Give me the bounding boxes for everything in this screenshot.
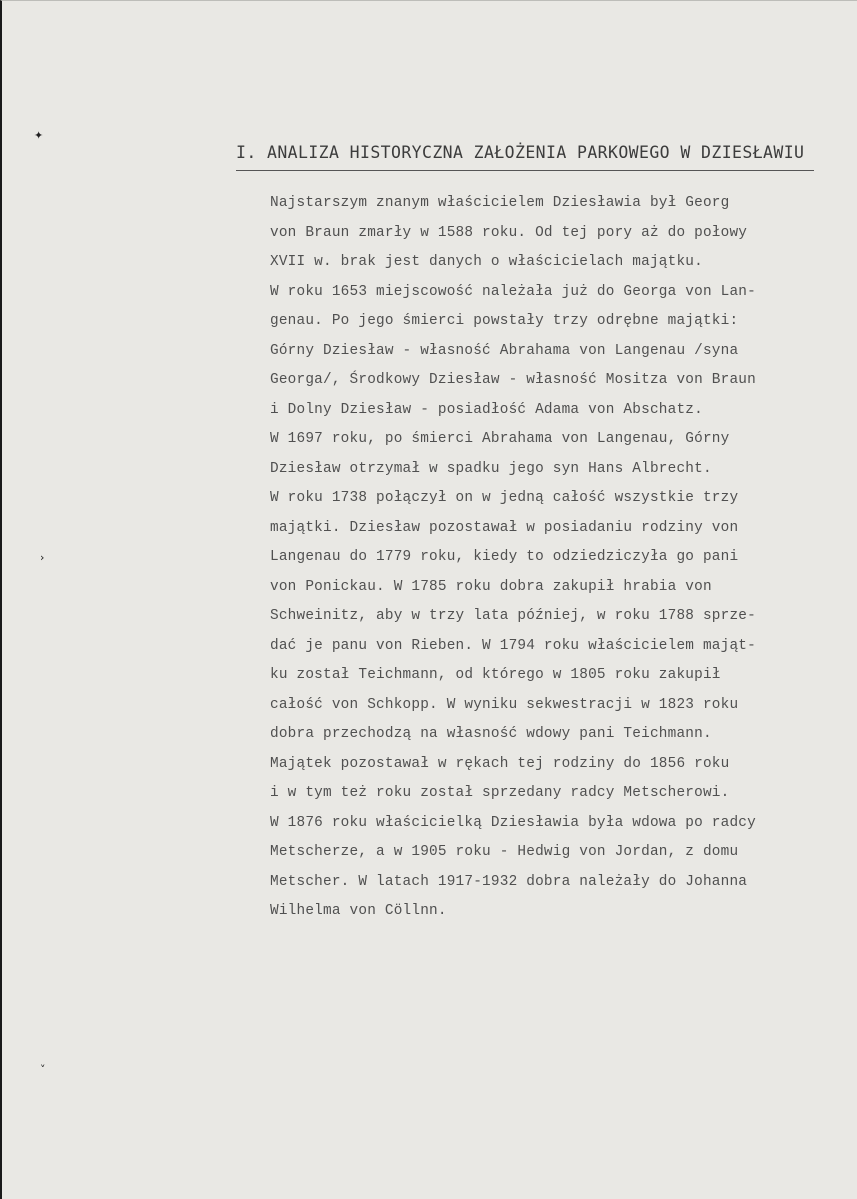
text-line: Metscher. W latach 1917-1932 dobra należały do Johanna bbox=[270, 873, 748, 890]
text-line: W roku 1653 miejscowość należała już do Georga von Lan- bbox=[270, 283, 756, 300]
text-line: Langenau do 1779 roku, kiedy to odziedziczyła go pani bbox=[270, 549, 739, 565]
text-line: ku został Teichmann, od którego w 1805 roku zakupił bbox=[270, 667, 721, 683]
text-line: Georga/, Środkowy Dziesław - własność Mositza von Braun bbox=[270, 372, 756, 388]
text-line: XVII w. brak jest danych o właścicielach majątku. bbox=[270, 254, 703, 270]
margin-mark-middle: › bbox=[40, 551, 45, 564]
body-text bbox=[270, 189, 850, 927]
text-line: genau. Po jego śmierci powstały trzy odrębne majątki: bbox=[270, 313, 739, 329]
text-line: Wilhelma von Cöllnn. bbox=[270, 903, 447, 919]
text-line: i Dolny Dziesław - posiadłość Adama von Abschatz. bbox=[270, 401, 703, 418]
text-line: i w tym też roku został sprzedany radcy Metscherowi. bbox=[270, 785, 730, 801]
text-line: dobra przechodzą na własność wdowy pani Teichmann. bbox=[270, 726, 712, 742]
text-line: majątki. Dziesław pozostawał w posiadaniu rodziny von bbox=[270, 519, 739, 536]
text-line: Majątek pozostawał w rękach tej rodziny do 1856 roku bbox=[270, 755, 730, 772]
text-line: Górny Dziesław - własność Abrahama von Langenau /syna bbox=[270, 342, 739, 359]
text-line: Schweinitz, aby w trzy lata później, w roku 1788 sprze- bbox=[270, 608, 756, 624]
margin-mark-top: ✦ bbox=[34, 129, 44, 142]
section-heading: I. ANALIZA HISTORYCZNA ZAŁOŻENIA PARKOWEGO W DZIESŁAWIU bbox=[236, 143, 805, 162]
text-line: von Braun zmarły w 1588 roku. Od tej pory aż do połowy bbox=[270, 224, 748, 241]
text-line: dać je panu von Rieben. W 1794 roku właścicielem mająt- bbox=[270, 637, 756, 654]
text-line: W 1697 roku, po śmierci Abrahama von Langenau, Górny bbox=[270, 431, 730, 447]
text-line: Metscherze, a w 1905 roku - Hedwig von Jordan, z domu bbox=[270, 844, 739, 860]
text-line: Dziesław otrzymał w spadku jego syn Hans Albrecht. bbox=[270, 460, 712, 477]
text-line: Najstarszym znanym właścicielem Dziesławia był Georg bbox=[270, 195, 730, 211]
text-line: von Ponickau. W 1785 roku dobra zakupił hrabia von bbox=[270, 578, 712, 595]
text-line: W 1876 roku właścicielką Dziesławia była wdowa po radcy bbox=[270, 814, 756, 831]
text-line: W roku 1738 połączył on w jedną całość wszystkie trzy bbox=[270, 490, 739, 506]
heading-underline bbox=[236, 170, 814, 171]
margin-mark-bottom: ˅ bbox=[40, 1063, 46, 1076]
text-line: całość von Schkopp. W wyniku sekwestracji w 1823 roku bbox=[270, 696, 739, 713]
